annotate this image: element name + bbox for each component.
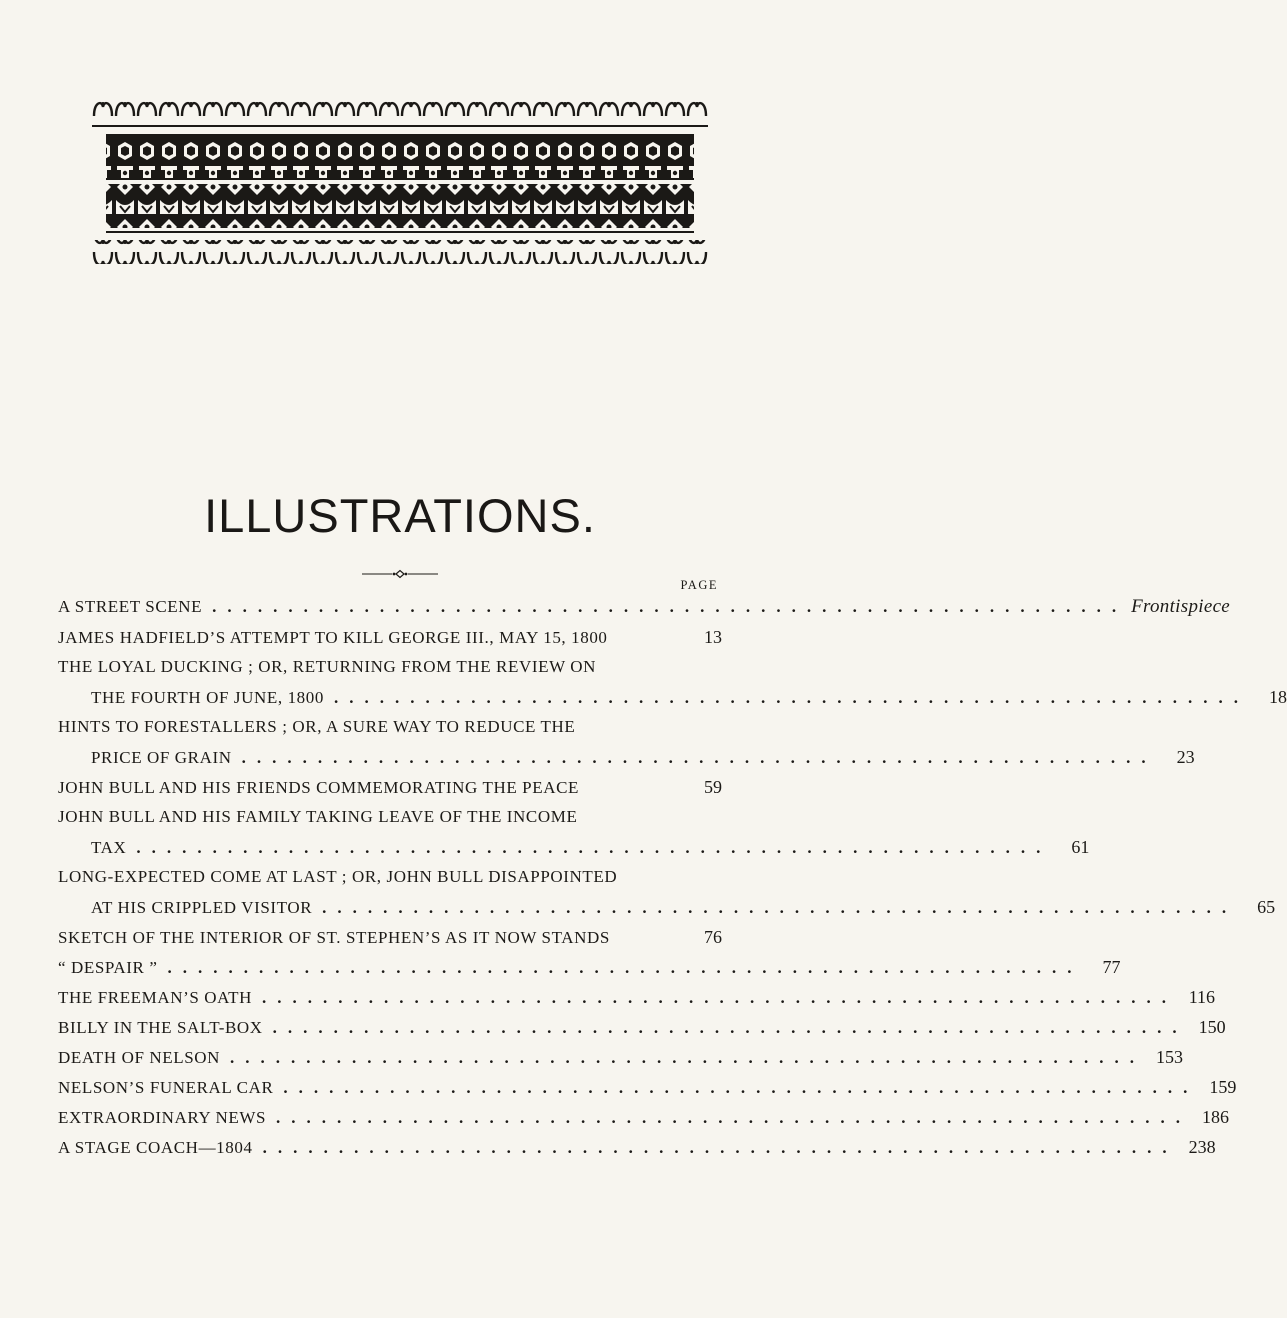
illustration-title: THE LOYAL DUCKING ; OR, RETURNING FROM THE REVIEW ON — [58, 657, 597, 676]
dot-leader: ............................................................ — [241, 748, 1157, 767]
dot-leader: ............................................................ — [136, 838, 1052, 857]
dot-leader: ............................................................ — [167, 958, 1083, 977]
illustration-entry — [58, 892, 1276, 922]
illustration-title: BILLY IN THE SALT-BOX — [58, 1018, 263, 1037]
dot-leader: ............................................................ — [230, 1048, 1145, 1067]
page-column-label: PAGE — [680, 578, 718, 592]
dot-leader: ............................................................ — [322, 898, 1238, 917]
illustration-title: THE FOURTH OF JUNE, 1800 — [91, 688, 324, 707]
page-number: 77 — [1102, 957, 1121, 977]
illustration-entry — [58, 1072, 1237, 1102]
illustration-entry — [58, 772, 722, 802]
page-title: ILLUSTRATIONS. — [204, 489, 596, 542]
illustration-title: A STAGE COACH—1804 — [58, 1138, 253, 1157]
illustration-title: “ DESPAIR ” — [58, 958, 158, 977]
page-number: 116 — [1188, 987, 1216, 1007]
page-number: 61 — [1071, 837, 1090, 857]
illustration-title: JOHN BULL AND HIS FAMILY TAKING LEAVE OF THE INCOME — [58, 807, 578, 826]
illustration-entry — [58, 952, 1121, 982]
page-number: 59 — [704, 777, 722, 797]
illustration-title: EXTRAORDINARY NEWS — [58, 1108, 267, 1127]
page-number: 65 — [1257, 897, 1276, 917]
dot-leader: ............................................................ — [262, 988, 1178, 1007]
illustration-title: JOHN BULL AND HIS FRIENDS COMMEMORATING THE PEACE — [58, 778, 580, 797]
page-number: 150 — [1198, 1017, 1226, 1037]
illustration-title: SKETCH OF THE INTERIOR OF ST. STEPHEN’S AS IT NOW STANDS — [58, 928, 610, 947]
illustration-title: PRICE OF GRAIN — [91, 748, 232, 767]
dot-leader: ............................................................ — [212, 597, 1128, 616]
illustration-title: LONG-EXPECTED COME AT LAST ; OR, JOHN BULL DISAPPOINTED — [58, 867, 618, 886]
illustration-entry — [58, 622, 722, 652]
illustration-title: A STREET SCENE — [58, 597, 203, 616]
illustration-title: DEATH OF NELSON — [58, 1048, 220, 1067]
illustration-entry — [58, 922, 722, 952]
illustration-entry — [58, 802, 722, 832]
illustration-entry: A STREET SCENE ............................................................ Frontispiece — [58, 592, 722, 622]
page-number: 186 — [1202, 1107, 1230, 1127]
illustration-entry — [58, 862, 722, 892]
dot-leader: ............................................................ — [283, 1078, 1199, 1097]
illustration-title: NELSON’S FUNERAL CAR — [58, 1078, 274, 1097]
illustration-entry — [58, 1042, 1183, 1072]
page-number: 153 — [1156, 1047, 1183, 1067]
page-number: 23 — [1176, 747, 1195, 767]
illustration-title: AT HIS CRIPPLED VISITOR — [91, 898, 313, 917]
dot-leader: ............................................................ — [276, 1108, 1192, 1127]
illustrations-list — [58, 592, 1287, 1162]
illustration-entry — [58, 652, 722, 682]
decorative-rule — [340, 567, 460, 581]
illustration-entry — [58, 712, 722, 742]
illustration-entry — [58, 742, 1195, 772]
illustration-title: TAX — [91, 838, 127, 857]
illustration-entry — [58, 1132, 1216, 1162]
dot-leader: ............................................................ — [333, 688, 1249, 707]
illustration-entry — [58, 1102, 1230, 1132]
illustration-title: THE FREEMAN’S OATH — [58, 988, 253, 1007]
illustration-entry — [58, 682, 1287, 712]
page-number: 238 — [1188, 1137, 1216, 1157]
dot-leader: ............................................................ — [272, 1018, 1188, 1037]
page-number: 159 — [1209, 1077, 1237, 1097]
page-number: 76 — [704, 927, 722, 947]
page-number: 13 — [704, 627, 722, 647]
illustration-entry — [58, 832, 1090, 862]
illustration-entry — [58, 982, 1216, 1012]
page-number: 18 — [1268, 687, 1287, 707]
illustration-title: HINTS TO FORESTALLERS ; OR, A SURE WAY TO REDUCE THE — [58, 717, 576, 736]
decorative-border-ornament — [92, 96, 708, 276]
dot-leader: ............................................................ — [262, 1138, 1178, 1157]
illustration-title: JAMES HADFIELD’S ATTEMPT TO KILL GEORGE III., MAY 15, 1800 — [58, 628, 608, 647]
illustration-entry — [58, 1012, 1226, 1042]
